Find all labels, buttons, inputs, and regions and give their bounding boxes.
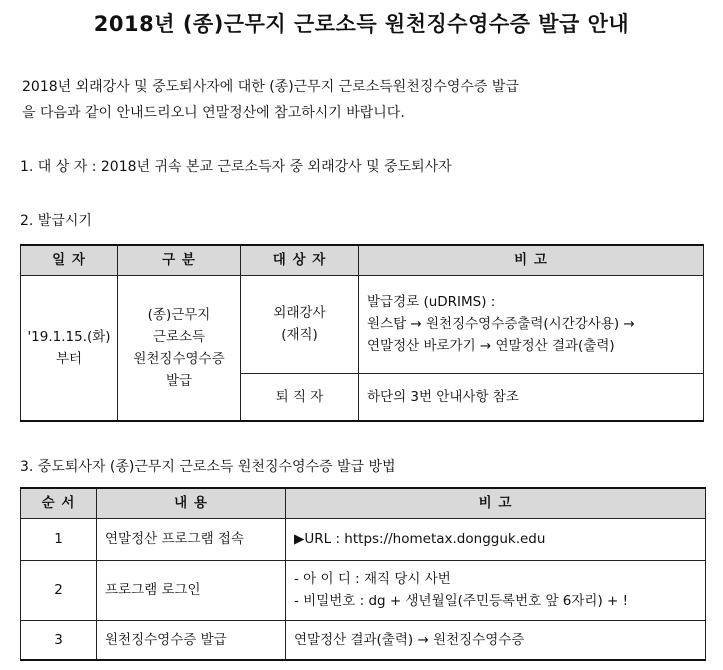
note-cell: ▶URL : https://hometax.dongguk.edu bbox=[286, 518, 706, 560]
category-line: (종)근무지 bbox=[147, 306, 211, 323]
header-order: 순 서 bbox=[21, 488, 97, 518]
note-line: 연말정산 바로가기 → 연말정산 결과(출력) bbox=[367, 338, 615, 354]
order-cell: 3 bbox=[21, 620, 97, 660]
note-line: 원스탑 → 원천징수영수증출력(시간강사용) → bbox=[367, 316, 635, 332]
header-note: 비 고 bbox=[359, 245, 704, 275]
note-cell: 연말정산 결과(출력) → 원천징수영수증 bbox=[286, 620, 706, 660]
order-cell: 2 bbox=[21, 560, 97, 620]
intro-paragraph bbox=[22, 74, 712, 126]
header-content: 내 용 bbox=[97, 488, 286, 518]
intro-line: 2018년 외래강사 및 중도퇴사자에 대한 (종)근무지 근로소득원천징수영수증 발급 bbox=[22, 79, 519, 95]
header-date: 일 자 bbox=[21, 245, 118, 275]
issue-method-table bbox=[20, 487, 706, 661]
section-target-heading: 1. 대 상 자 : 2018년 귀속 본교 근로소득자 중 외래강사 및 중도퇴사자 bbox=[20, 159, 452, 175]
note-cell: 하단의 3번 안내사항 참조 bbox=[359, 373, 704, 421]
category-line: 원천징수영수증 bbox=[133, 350, 225, 367]
section-method-heading: 3. 중도퇴사자 (종)근무지 근로소득 원천징수영수증 발급 방법 bbox=[20, 459, 396, 475]
note-cell bbox=[359, 275, 704, 373]
target-cell bbox=[241, 275, 359, 373]
table-row bbox=[21, 620, 706, 660]
note-line: - 비밀번호 : dg + 생년월일(주민등록번호 앞 6자리) + ! bbox=[294, 593, 629, 609]
issue-timing-table bbox=[20, 244, 704, 422]
note-cell bbox=[286, 560, 706, 620]
category-line: 발급 bbox=[165, 372, 193, 389]
date-cell bbox=[21, 275, 118, 421]
content-cell: 원천징수영수증 발급 bbox=[97, 620, 286, 660]
table-row bbox=[21, 518, 706, 560]
target-line: 외래강사 bbox=[273, 305, 326, 321]
section-timing-heading: 2. 발급시기 bbox=[20, 213, 92, 229]
header-note: 비 고 bbox=[286, 488, 706, 518]
category-cell bbox=[118, 275, 241, 421]
note-line: - 아 이 디 : 재직 당시 사번 bbox=[294, 571, 451, 587]
target-cell: 퇴 직 자 bbox=[241, 373, 359, 421]
table-header-row bbox=[21, 245, 704, 275]
header-target: 대 상 자 bbox=[241, 245, 359, 275]
date-text: '19.1.15.(화) bbox=[27, 328, 111, 345]
category-line: 근로소득 bbox=[152, 328, 206, 345]
note-line: 발급경로 (uDRIMS) : bbox=[367, 294, 496, 310]
page-title: 2018년 (종)근무지 근로소득 원천징수영수증 발급 안내 bbox=[93, 12, 630, 36]
table-row bbox=[21, 560, 706, 620]
table-row bbox=[21, 275, 704, 373]
target-line: (재직) bbox=[281, 327, 318, 343]
content-cell: 연말정산 프로그램 접속 bbox=[97, 518, 286, 560]
intro-line: 을 다음과 같이 안내드리오니 연말정산에 참고하시기 바랍니다. bbox=[22, 105, 405, 121]
content-cell: 프로그램 로그인 bbox=[97, 560, 286, 620]
header-category: 구 분 bbox=[118, 245, 241, 275]
date-suffix: 부터 bbox=[55, 350, 83, 367]
order-cell: 1 bbox=[21, 518, 97, 560]
table-header-row bbox=[21, 488, 706, 518]
